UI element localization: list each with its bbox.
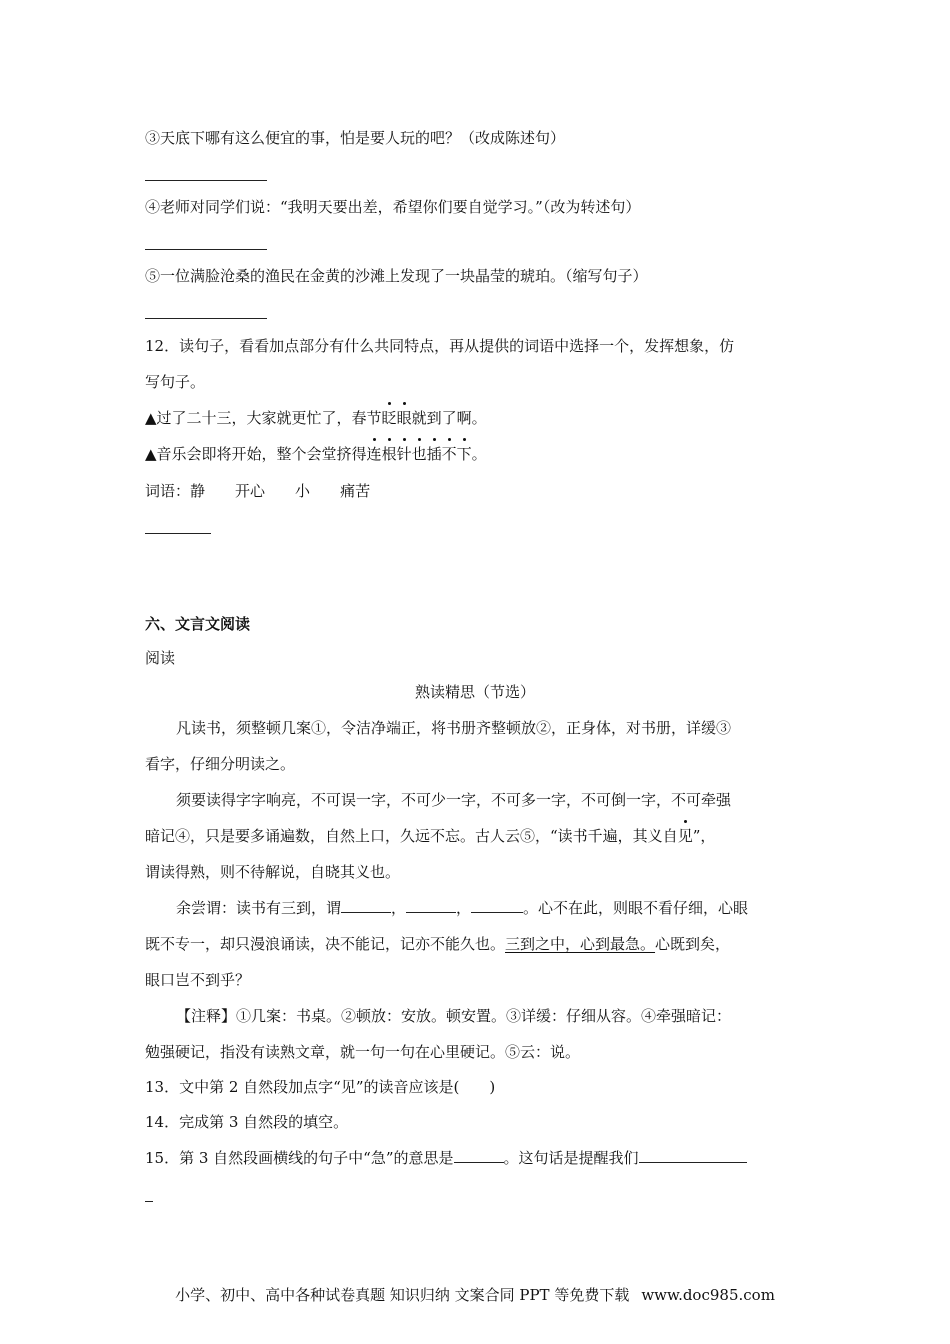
dotted-char: 下 bbox=[456, 445, 472, 463]
answer-line bbox=[145, 533, 211, 534]
footer-url[interactable]: www.doc985.com bbox=[641, 1286, 775, 1304]
q12-sentence-1: ▲过了二十三，大家就更忙了，春节眨眼就到了啊。 bbox=[145, 409, 487, 427]
word-option: 开心 bbox=[235, 482, 266, 500]
blank-reminder[interactable] bbox=[639, 1148, 747, 1163]
blank-3[interactable] bbox=[471, 898, 523, 913]
q12-sentence-2: ▲音乐会即将开始，整个会堂挤得连根针也插不下。 bbox=[145, 445, 487, 463]
dotted-char: 见 bbox=[677, 827, 693, 845]
answer-line bbox=[145, 318, 267, 319]
q12-prompt: 12．读句子，看看加点部分有什么共同特点，再从提供的词语中选择一个，发挥想象，仿 bbox=[145, 337, 735, 355]
q15: 15．第 3 自然段画横线的句子中“急”的意思是 。这句话是提醒我们 bbox=[145, 1148, 747, 1168]
answer-line bbox=[145, 1201, 153, 1202]
passage-p3-cont: 既不专一，却只漫浪诵读，决不能记，记亦不能久也。三到之中，心到最急。心既到矣， bbox=[145, 935, 731, 953]
word-option: 小 bbox=[295, 482, 311, 500]
dotted-char: 连 bbox=[366, 445, 382, 463]
annotation-cont: 勉强硬记，指没有读熟文章，就一句一句在心里硬记。⑤云：说。 bbox=[145, 1043, 581, 1061]
answer-line bbox=[145, 249, 267, 250]
blank-2[interactable] bbox=[406, 898, 456, 913]
section-title: 六、文言文阅读 bbox=[145, 615, 251, 633]
passage-p1-cont: 看字，仔细分明读之。 bbox=[145, 755, 296, 773]
dotted-char: 眼 bbox=[396, 409, 412, 427]
dotted-char: 眨 bbox=[381, 409, 397, 427]
dotted-char: 也 bbox=[411, 445, 427, 463]
passage-title: 熟读精思（节选） bbox=[414, 683, 535, 701]
q12-word-bank: 词语：静 开心 小 痛苦 bbox=[145, 482, 371, 500]
q12-prompt-cont: 写句子。 bbox=[145, 373, 206, 391]
word-option: 痛苦 bbox=[340, 482, 371, 500]
dotted-char: 插 bbox=[426, 445, 442, 463]
section-subtitle: 阅读 bbox=[145, 649, 176, 667]
annotation: 【注释】①几案：书桌。②顿放：安放。顿安置。③详缓：仔细从容。④牵强暗记： bbox=[176, 1007, 732, 1025]
blank-1[interactable] bbox=[341, 898, 391, 913]
dotted-char: 根 bbox=[381, 445, 397, 463]
word-option: 静 bbox=[190, 482, 206, 500]
passage-p2: 须要读得字字响亮，不可误一字，不可少一字，不可多一字，不可倒一字，不可牵强 bbox=[176, 791, 732, 809]
q13: 13．文中第 2 自然段加点字“见”的读音应该是( ) bbox=[145, 1078, 496, 1096]
passage-p3: 余尝谓：读书有三到，谓 ， ， 。心不在此，则眼不看仔细，心眼 bbox=[176, 899, 749, 917]
answer-line bbox=[145, 180, 267, 181]
blank-meaning[interactable] bbox=[454, 1148, 504, 1163]
footer-text: 小学、初中、高中各种试卷真题 知识归纳 文案合同 PPT 等免费下载 bbox=[175, 1286, 630, 1304]
underlined-sentence: 三到之中，心到最急。 bbox=[505, 935, 656, 953]
footer bbox=[0, 1285, 950, 1305]
q11-item-3: ③天底下哪有这么便宜的事，怕是要人玩的吧？（改成陈述句） bbox=[145, 129, 566, 147]
passage-p2-cont: 谓读得熟，则不待解说，自晓其义也。 bbox=[145, 863, 401, 881]
passage-p3-cont: 眼口岂不到乎？ bbox=[145, 971, 251, 989]
q14: 14．完成第 3 自然段的填空。 bbox=[145, 1113, 349, 1131]
dotted-char: 针 bbox=[396, 445, 412, 463]
dotted-char: 不 bbox=[441, 445, 457, 463]
passage-p1: 凡读书，须整顿几案①，令洁净端正，将书册齐整顿放②，正身体，对书册，详缓③ bbox=[176, 719, 732, 737]
q11-item-4: ④老师对同学们说：“我明天要出差，希望你们要自觉学习。”（改为转述句） bbox=[145, 198, 641, 216]
passage-p2-cont: 暗记④，只是要多诵遍数，自然上口，久远不忘。古人云⑤，“读书千遍，其义自见”， bbox=[145, 827, 716, 845]
q11-item-5: ⑤一位满脸沧桑的渔民在金黄的沙滩上发现了一块晶莹的琥珀。（缩写句子） bbox=[145, 267, 648, 285]
